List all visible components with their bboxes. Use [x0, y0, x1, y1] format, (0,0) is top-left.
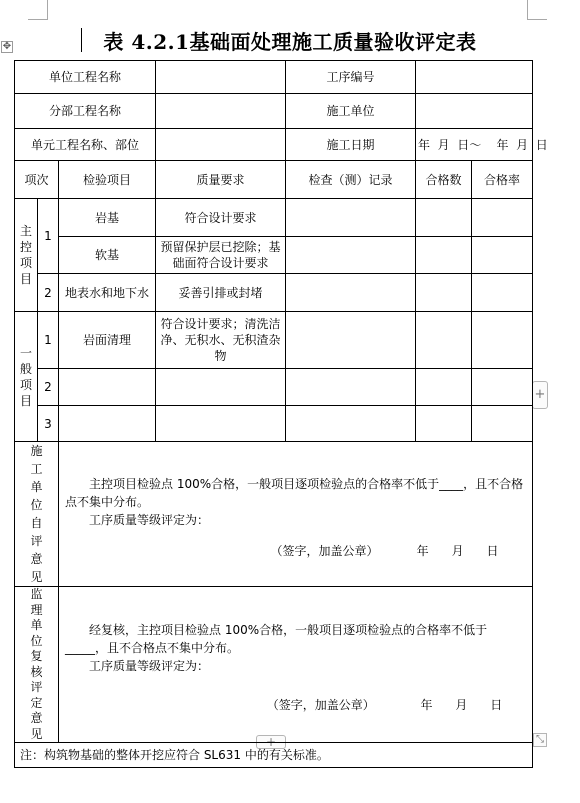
general-item-3-record[interactable]	[286, 406, 416, 442]
general-item-3-requirement[interactable]	[156, 406, 286, 442]
main-item-2-record[interactable]	[286, 274, 416, 312]
general-item-1-name: 岩面清理	[59, 312, 156, 369]
element-project-value[interactable]	[156, 129, 286, 161]
construction-date-label: 施工日期	[286, 129, 416, 161]
general-item-2-count[interactable]	[416, 369, 472, 406]
general-item-2-name[interactable]	[59, 369, 156, 406]
crop-mark-top-left	[28, 0, 48, 20]
supervision-eval-signature: （签字，加盖公章） 年 月 日	[266, 697, 503, 712]
supervision-eval-grade: 工序质量等级评定为：	[89, 658, 210, 673]
self-eval-label: 施 工 单 位 自 评 意 见	[15, 442, 59, 587]
process-no-label: 工序编号	[286, 61, 416, 94]
evaluation-table	[14, 60, 548, 768]
col-header-item-type: 项次	[15, 161, 59, 199]
main-item-1a-rate[interactable]	[472, 199, 533, 237]
general-item-3-rate[interactable]	[472, 406, 533, 442]
unit-project-value[interactable]	[156, 61, 286, 94]
add-column-icon[interactable]: +	[532, 381, 548, 409]
main-item-1a-count[interactable]	[416, 199, 472, 237]
general-item-2-requirement[interactable]	[156, 369, 286, 406]
general-items-label: 一 般 项 目	[15, 312, 38, 442]
table-move-icon[interactable]: ✥	[2, 41, 12, 52]
general-item-2-record[interactable]	[286, 369, 416, 406]
general-item-1-requirement: 符合设计要求；清洗洁净、无积水、无积渣杂物	[156, 312, 286, 369]
division-project-label: 分部工程名称	[15, 94, 156, 129]
supervision-eval-label: 监 理 单 位 复 核 评 定 意 见	[15, 587, 59, 743]
main-item-1-no: 1	[38, 199, 59, 274]
table-note: 注：构筑物基础的整体开挖应符合 SL631 中的有关标准。	[15, 743, 533, 768]
page-title: 表 4.2.1基础面处理施工质量验收评定表	[103, 30, 477, 54]
construction-date-value[interactable]: 年 月 日～ 年 月 日	[416, 129, 533, 161]
general-item-3-no: 3	[38, 406, 59, 442]
main-item-2-no: 2	[38, 274, 59, 312]
division-project-value[interactable]	[156, 94, 286, 129]
general-item-2-rate[interactable]	[472, 369, 533, 406]
col-header-check-item: 检验项目	[59, 161, 156, 199]
self-eval-text: 主控项目检验点 100%合格，一般项目逐项检验点的合格率不低于____，且不合格点不集中分布。	[65, 477, 524, 509]
col-header-pass-rate: 合格率	[472, 161, 533, 199]
main-item-1b-count[interactable]	[416, 237, 472, 274]
general-item-1-rate[interactable]	[472, 312, 533, 369]
main-item-2-name: 地表水和地下水	[59, 274, 156, 312]
general-item-1-no: 1	[38, 312, 59, 369]
main-item-2-rate[interactable]	[472, 274, 533, 312]
general-item-3-name[interactable]	[59, 406, 156, 442]
self-eval-grade: 工序质量等级评定为：	[89, 513, 210, 527]
table-resize-icon[interactable]: ⤡	[533, 733, 547, 747]
col-header-quality-requirement: 质量要求	[156, 161, 286, 199]
self-eval-signature: （签字，加盖公章） 年 月 日	[270, 544, 499, 558]
col-header-inspection-record: 检查（测）记录	[286, 161, 416, 199]
process-no-value[interactable]	[416, 61, 533, 94]
main-item-1b-rate[interactable]	[472, 237, 533, 274]
general-item-3-count[interactable]	[416, 406, 472, 442]
main-items-label: 主 控 项 目	[15, 199, 38, 312]
main-item-2-requirement: 妥善引排或封堵	[156, 274, 286, 312]
unit-project-label: 单位工程名称	[15, 61, 156, 94]
general-item-1-count[interactable]	[416, 312, 472, 369]
main-item-1a-record[interactable]	[286, 199, 416, 237]
main-item-1a-name: 岩基	[59, 199, 156, 237]
col-header-qualified-count: 合格数	[416, 161, 472, 199]
construction-unit-value[interactable]	[416, 94, 533, 129]
general-item-1-record[interactable]	[286, 312, 416, 369]
general-item-2-no: 2	[38, 369, 59, 406]
add-row-icon[interactable]: +	[256, 735, 286, 749]
main-item-1b-name: 软基	[59, 237, 156, 274]
main-item-1a-requirement: 符合设计要求	[156, 199, 286, 237]
element-project-label: 单元工程名称、部位	[15, 129, 156, 161]
construction-unit-label: 施工单位	[286, 94, 416, 129]
main-item-1b-requirement: 预留保护层已挖除；基础面符合设计要求	[156, 237, 286, 274]
crop-mark-top-right	[527, 0, 547, 20]
self-eval-content[interactable]	[59, 442, 533, 587]
supervision-eval-text: 经复核，主控项目检验点 100%合格，一般项目逐项检验点的合格率不低于_____，且不合格点不集中分布。	[65, 622, 488, 655]
main-item-2-count[interactable]	[416, 274, 472, 312]
main-item-1b-record[interactable]	[286, 237, 416, 274]
supervision-eval-content[interactable]	[59, 587, 533, 743]
